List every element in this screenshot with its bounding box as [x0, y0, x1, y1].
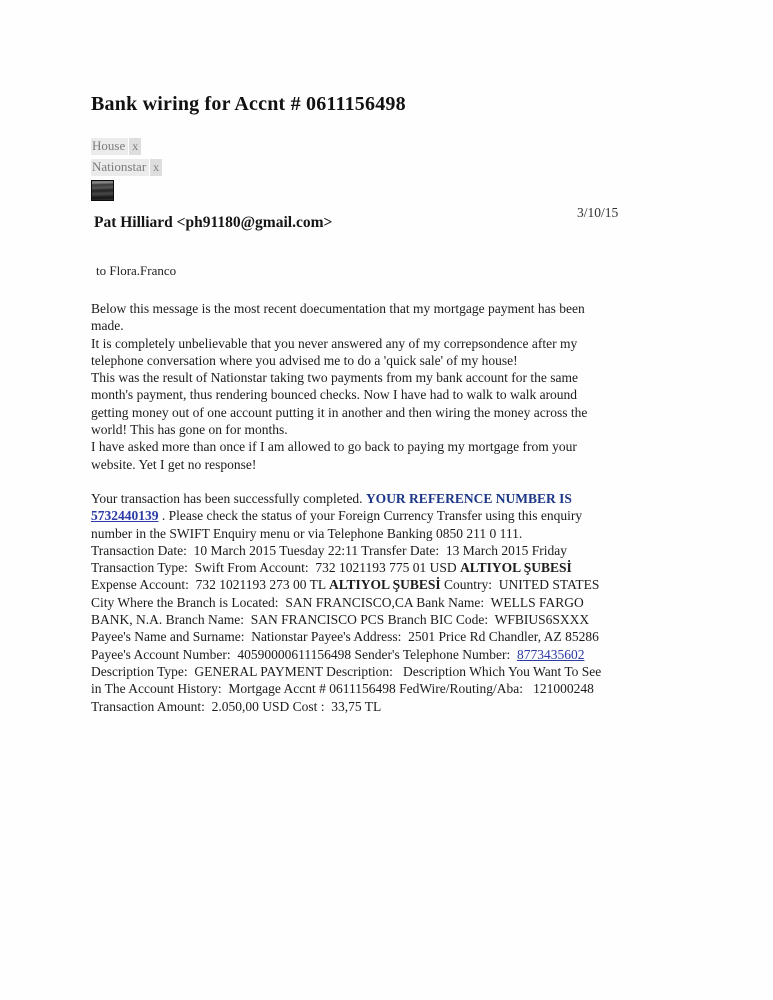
transaction-text: BANK, N.A. Branch Name: SAN FRANCISCO PCS Branch BIC Code: WFBIUS6SXXX — [91, 612, 590, 628]
transaction-text: Description Type: GENERAL PAYMENT Description: Description Which You Want To See — [91, 663, 602, 679]
transaction-line — [91, 490, 703, 507]
transaction-text: ALTIYOL ŞUBESİ — [460, 560, 572, 576]
transaction-line — [91, 698, 703, 715]
transaction-line — [91, 628, 703, 645]
transaction-text: Payee's Name and Surname: Nationstar Payee's Address: 2501 Price Rd Chandler, AZ 85286 — [91, 629, 599, 645]
transaction-text: Transaction Date: 10 March 2015 Tuesday 22:11 Transfer Date: 13 March 2015 Friday — [91, 542, 567, 558]
message-line: Below this message is the most recent doecumentation that my mortgage payment has been — [91, 301, 585, 316]
transaction-text: Transaction Amount: 2.050,00 USD Cost : 33,75 TL — [91, 698, 382, 714]
transaction-text: Country: UNITED STATES — [440, 577, 600, 593]
message-line: world! This has gone on for months. — [91, 422, 288, 438]
transaction-details — [91, 490, 703, 715]
transaction-text: Payee's Account Number: 40590000611156498 Sender's Telephone Number: — [91, 646, 517, 662]
transaction-line — [91, 611, 703, 628]
transaction-line — [91, 594, 703, 611]
sender-avatar[interactable] — [91, 180, 114, 201]
email-message-page — [91, 92, 703, 715]
transaction-line — [91, 680, 703, 697]
reference-number-link[interactable]: 5732440139 — [91, 508, 159, 524]
message-line: It is completely unbelievable that you never answered any of my correpsondence after my — [91, 335, 578, 351]
transaction-text: Expense Account: 732 1021193 273 00 TL — [91, 577, 329, 593]
message-line: getting money out of one account putting it in another and then wiring the money across the — [91, 404, 588, 420]
sender-row — [91, 205, 703, 232]
label-chips — [91, 138, 703, 175]
transaction-line — [91, 525, 703, 542]
transaction-line — [91, 663, 703, 680]
transaction-text: City Where the Branch is Located: SAN FRANCISCO,CA Bank Name: WELLS FARGO — [91, 594, 584, 610]
email-subject: Bank wiring for Accnt # 0611156498 — [91, 93, 406, 115]
remove-label-house-icon[interactable]: x — [129, 138, 141, 155]
transaction-text: number in the SWIFT Enquiry menu or via Telephone Banking 0850 211 0 111. — [91, 525, 523, 541]
transaction-text: ALTIYOL ŞUBESİ — [328, 577, 441, 593]
message-line: website. Yet I get no response! — [91, 456, 257, 472]
label-nationstar-text[interactable]: Nationstar — [91, 159, 149, 176]
label-chip-nationstar[interactable] — [91, 159, 703, 175]
transaction-text: YOUR REFERENCE NUMBER IS — [365, 490, 572, 506]
recipient-line[interactable]: to Flora.Franco — [96, 263, 177, 278]
label-house-text[interactable]: House — [91, 138, 128, 155]
transaction-text: . Please check the status of your Foreign Currency Transfer using this enquiry — [158, 508, 583, 524]
transaction-line — [91, 576, 703, 593]
sender-telephone-link[interactable]: 8773435602 — [516, 646, 585, 662]
transaction-line — [91, 542, 703, 559]
message-body — [91, 300, 703, 473]
message-line: This was the result of Nationstar taking two payments from my bank account for the same — [91, 370, 579, 386]
transaction-line — [91, 646, 703, 663]
remove-label-nationstar-icon[interactable]: x — [150, 159, 162, 176]
email-date: 3/10/15 — [577, 205, 619, 220]
label-chip-house[interactable] — [91, 138, 703, 154]
transaction-line — [91, 507, 703, 524]
transaction-line — [91, 559, 703, 576]
sender-name-email[interactable]: Pat Hilliard <ph91180@gmail.com> — [94, 214, 333, 231]
transaction-text: Your transaction has been successfully completed. — [91, 490, 366, 506]
message-line: I have asked more than once if I am allowed to go back to paying my mortgage from your — [91, 439, 577, 455]
message-line: month's payment, thus rendering bounced checks. Now I have had to walk to walk around — [91, 387, 578, 403]
message-line: made. — [91, 318, 124, 334]
transaction-text: Transaction Type: Swift From Account: 732 1021193 775 01 USD — [91, 560, 461, 576]
message-line: telephone conversation where you advised me to do a 'quick sale' of my house! — [91, 352, 518, 368]
transaction-text: in The Account History: Mortgage Accnt # 0611156498 FedWire/Routing/Aba: 121000248 — [91, 681, 594, 697]
